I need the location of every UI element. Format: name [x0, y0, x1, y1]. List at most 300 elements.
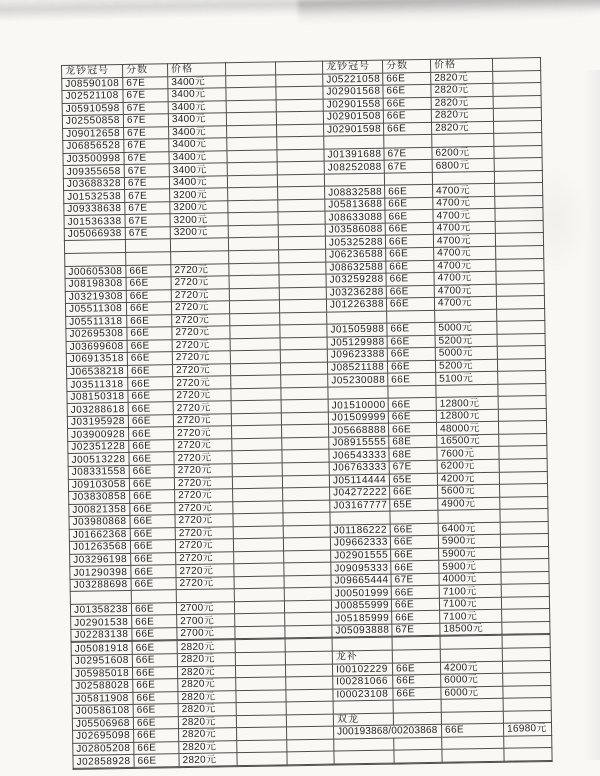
empty-cell [283, 487, 330, 500]
price-cell: 2720元 [174, 464, 232, 477]
empty-cell [134, 766, 179, 768]
score-cell: 67E [389, 460, 437, 473]
price-cell: 2720元 [172, 363, 230, 376]
serial-cell: J01226388 [326, 298, 386, 312]
serial-cell: J06763333 [329, 461, 389, 475]
empty-cell [236, 702, 286, 715]
header-price-left: 价格 [167, 63, 225, 76]
price-cell: 4700元 [434, 271, 496, 285]
empty-cell [179, 765, 237, 767]
empty-cell [495, 233, 543, 246]
empty-cell [234, 601, 284, 614]
serial-cell: J09095333 [331, 561, 391, 575]
score-cell: 66E [391, 598, 439, 611]
empty-cell [501, 546, 549, 559]
empty-cell [387, 310, 435, 323]
empty-cell [497, 358, 545, 371]
empty-cell [281, 387, 328, 400]
empty-cell [282, 425, 329, 438]
serial-cell: J05511308 [65, 303, 126, 317]
empty-cell [282, 437, 329, 450]
empty-cell [496, 296, 544, 309]
price-cell: 2820元 [431, 96, 493, 110]
empty-cell [440, 636, 502, 650]
empty-cell [280, 324, 327, 337]
empty-cell [504, 748, 552, 761]
empty-cell [500, 521, 548, 534]
empty-cell [232, 425, 282, 438]
empty-cell [501, 571, 549, 584]
score-cell: 66E [388, 423, 436, 436]
price-cell: 2720元 [171, 288, 229, 301]
score-cell: 66E [133, 691, 178, 704]
score-cell: 66E [127, 339, 172, 352]
price-cell: 2720元 [173, 376, 231, 389]
empty-cell [232, 450, 282, 463]
score-cell: 68E [389, 448, 437, 461]
score-cell: 66E [384, 122, 432, 135]
serial-cell: J03688328 [63, 177, 124, 191]
serial-cell: J03236288 [326, 286, 386, 300]
empty-cell [227, 175, 277, 188]
empty-cell [233, 500, 283, 513]
score-cell: 66E [130, 515, 175, 528]
price-cell: 2820元 [178, 703, 236, 716]
empty-cell [324, 135, 384, 149]
empty-cell [394, 737, 442, 750]
empty-cell [230, 350, 280, 363]
serial-cell: J09338638 [64, 202, 125, 216]
serial-cell: J08331558 [68, 465, 129, 479]
price-cell: 2720元 [174, 426, 232, 439]
section-label: 龙补 [332, 650, 392, 664]
empty-cell [283, 525, 330, 538]
score-cell: 66E [133, 679, 178, 692]
serial-cell: J03586088 [325, 223, 385, 237]
serial-cell: J05813688 [325, 198, 385, 212]
empty-cell [503, 698, 551, 711]
empty-cell [496, 271, 544, 284]
extra-price-cell: 16980元 [503, 723, 551, 736]
serial-cell: J02951608 [71, 654, 132, 668]
serial-cell: J02901598 [324, 123, 384, 137]
empty-cell [441, 711, 503, 725]
empty-cell [278, 224, 325, 237]
empty-cell [334, 763, 394, 765]
price-cell: 3200元 [170, 213, 228, 226]
serial-cell: J02901558 [323, 98, 383, 112]
price-cell: 3200元 [170, 201, 228, 214]
serial-cell: J05066938 [64, 227, 125, 241]
serial-cell: J02901508 [323, 110, 383, 124]
price-cell: 7100元 [439, 585, 501, 599]
empty-cell [228, 187, 278, 200]
empty-cell [500, 496, 548, 509]
serial-cell: J03219308 [65, 290, 126, 304]
empty-cell [493, 108, 541, 121]
header-serial-right: 龙钞冠号 [322, 60, 382, 74]
empty-cell [502, 609, 550, 622]
score-cell: 66E [383, 84, 431, 97]
empty-cell [228, 237, 278, 250]
empty-cell [497, 308, 545, 321]
empty-cell [498, 408, 546, 421]
score-cell: 66E [130, 527, 175, 540]
score-cell: 66E [129, 477, 174, 490]
serial-cell: J06913518 [66, 353, 127, 367]
serial-cell: I00102229 [332, 663, 392, 677]
price-cell: 2720元 [176, 576, 234, 589]
empty-cell [334, 750, 394, 764]
price-cell: 4700元 [433, 234, 495, 248]
price-cell: 2720元 [174, 476, 232, 489]
serial-cell: J05985018 [71, 667, 132, 681]
serial-cell: J05506968 [72, 717, 133, 731]
score-cell: 67E [124, 151, 169, 164]
price-cell: 4700元 [433, 184, 495, 198]
empty-cell [493, 70, 541, 83]
score-cell: 66E [127, 314, 172, 327]
empty-cell [280, 312, 327, 325]
empty-cell [126, 252, 171, 265]
empty-cell [334, 738, 394, 752]
score-cell: 66E [388, 410, 436, 423]
price-cell: 3400元 [169, 125, 227, 138]
price-cell: 2720元 [173, 401, 231, 414]
score-cell: 67E [125, 202, 170, 215]
empty-cell [284, 562, 331, 575]
empty-cell [283, 512, 330, 525]
serial-cell: J05221058 [323, 73, 383, 87]
serial-cell: J05093888 [332, 624, 392, 638]
price-cell: 7600元 [437, 447, 499, 461]
serial-cell: I00023108 [333, 688, 393, 702]
empty-cell [497, 333, 545, 346]
price-cell: 3400元 [169, 138, 227, 151]
price-cell: 6800元 [432, 159, 494, 173]
empty-cell [227, 137, 277, 150]
empty-cell [384, 135, 432, 148]
empty-cell [279, 274, 326, 287]
empty-cell [494, 170, 542, 183]
score-cell: 66E [393, 687, 441, 700]
score-cell: 66E [129, 452, 174, 465]
empty-cell [493, 95, 541, 108]
serial-cell: J06856528 [63, 140, 124, 154]
price-cell: 4700元 [433, 221, 495, 235]
score-cell: 66E [127, 327, 172, 340]
serial-cell: J03511318 [67, 378, 128, 392]
score-cell: 67E [124, 176, 169, 189]
price-cell: 4700元 [433, 196, 495, 210]
price-cell: 5000元 [435, 347, 497, 361]
score-cell: 66E [392, 662, 440, 675]
empty-cell [388, 385, 436, 398]
score-cell: 66E [127, 364, 172, 377]
empty-cell [280, 362, 327, 375]
empty-cell [226, 100, 276, 113]
serial-cell: J00605308 [65, 265, 126, 279]
empty-cell [495, 195, 543, 208]
price-cell: 2720元 [172, 351, 230, 364]
empty-cell [230, 338, 280, 351]
score-cell: 67E [123, 101, 168, 114]
empty-cell [499, 433, 547, 446]
empty-cell [229, 300, 279, 313]
score-cell: 66E [134, 729, 179, 742]
score-cell: 68E [389, 435, 437, 448]
empty-cell [276, 111, 323, 124]
price-cell: 12800元 [436, 409, 498, 423]
price-cell: 2720元 [173, 414, 231, 427]
empty-cell [278, 212, 325, 225]
price-cell: 2820元 [178, 690, 236, 703]
empty-cell [503, 710, 551, 723]
price-cell: 4700元 [434, 284, 496, 298]
score-cell: 66E [385, 235, 433, 248]
score-cell: 66E [388, 373, 436, 386]
price-cell: 2720元 [173, 389, 231, 402]
empty-cell [495, 183, 543, 196]
price-cell: 4700元 [433, 209, 495, 223]
empty-cell [324, 173, 384, 187]
empty-cell [225, 62, 275, 75]
serial-cell: J03980868 [69, 516, 130, 530]
serial-cell: J09665444 [331, 574, 391, 588]
price-cell: 2720元 [172, 313, 230, 326]
score-cell: 66E [130, 502, 175, 515]
empty-cell [229, 250, 279, 263]
empty-cell [287, 726, 334, 739]
score-cell: 67E [125, 227, 170, 240]
empty-cell [286, 676, 333, 689]
empty-cell [278, 199, 325, 212]
serial-cell: I00281066 [333, 675, 393, 689]
header-price-right: 价格 [430, 58, 492, 72]
empty-cell [499, 471, 547, 484]
empty-cell [230, 363, 280, 376]
score-cell: 66E [132, 615, 177, 628]
empty-cell [500, 484, 548, 497]
empty-cell [501, 584, 549, 597]
price-cell: 2720元 [175, 489, 233, 502]
empty-cell [285, 612, 332, 625]
empty-cell [282, 462, 329, 475]
price-cell: 4200元 [440, 661, 502, 675]
empty-cell [131, 590, 176, 603]
price-cell: 2820元 [178, 715, 236, 728]
empty-cell [235, 639, 285, 652]
price-cell: 5900元 [439, 547, 501, 561]
empty-cell [287, 739, 334, 752]
score-cell: 67E [392, 623, 440, 636]
price-cell: 5000元 [435, 321, 497, 335]
price-cell: 12800元 [436, 397, 498, 411]
empty-cell [287, 751, 334, 764]
empty-cell [233, 513, 283, 526]
serial-cell: J02901538 [71, 616, 132, 630]
empty-cell [232, 463, 282, 476]
empty-cell [234, 551, 284, 564]
empty-cell [495, 220, 543, 233]
price-cell: 2720元 [174, 451, 232, 464]
serial-cell: J02805208 [73, 742, 134, 756]
serial-cell: J09103058 [68, 478, 129, 492]
score-cell: 66E [390, 523, 438, 536]
price-cell: 3200元 [170, 188, 228, 201]
empty-cell [284, 600, 331, 613]
serial-cell: J00821358 [69, 503, 130, 517]
empty-cell [170, 238, 228, 251]
price-cell: 2720元 [171, 263, 229, 276]
score-cell: 67E [384, 147, 432, 160]
serial-cell: J08590108 [62, 77, 123, 91]
empty-cell [498, 421, 546, 434]
price-cell: 6200元 [432, 146, 494, 160]
serial-cell: J06538218 [66, 365, 127, 379]
empty-cell [281, 374, 328, 387]
empty-cell [171, 251, 229, 264]
score-cell: 66E [131, 603, 176, 616]
serial-cell: J09012658 [63, 127, 124, 141]
empty-cell [279, 249, 326, 262]
score-cell: 67E [124, 126, 169, 139]
serial-cell: J02858928 [73, 755, 134, 769]
serial-cell: J00501999 [331, 586, 391, 600]
empty-cell [499, 458, 547, 471]
empty-cell [237, 765, 287, 767]
empty-cell [285, 664, 332, 677]
price-cell: 2820元 [431, 121, 493, 135]
price-cell: 2720元 [171, 301, 229, 314]
score-cell: 66E [391, 586, 439, 599]
empty-cell [281, 412, 328, 425]
empty-cell [440, 648, 502, 662]
price-cell: 2820元 [177, 665, 235, 678]
price-cell: 3400元 [168, 75, 226, 88]
score-cell: 66E [129, 465, 174, 478]
score-cell: 66E [387, 322, 435, 335]
score-cell: 66E [133, 716, 178, 729]
score-cell: 66E [132, 666, 177, 679]
serial-cell: J02351228 [68, 440, 129, 454]
empty-cell [393, 712, 441, 725]
serial-cell: J03288618 [67, 403, 128, 417]
empty-cell [230, 313, 280, 326]
empty-cell [236, 677, 286, 690]
empty-cell [390, 510, 438, 523]
score-cell: 66E [131, 552, 176, 565]
price-cell: 18500元 [440, 622, 502, 636]
price-cell: 48000元 [436, 422, 498, 436]
price-cell: 2700元 [177, 614, 235, 627]
score-cell: 66E [391, 561, 439, 574]
empty-cell [228, 200, 278, 213]
empty-cell [70, 591, 131, 605]
score-cell: 67E [123, 89, 168, 102]
empty-cell [231, 388, 281, 401]
serial-cell: J09662333 [330, 536, 390, 550]
empty-cell [278, 186, 325, 199]
serial-cell: J03259288 [326, 273, 386, 287]
score-cell: 66E [385, 222, 433, 235]
empty-cell [504, 760, 552, 762]
empty-cell [493, 83, 541, 96]
price-cell: 2720元 [172, 338, 230, 351]
empty-cell [285, 639, 332, 652]
score-cell: 65E [390, 498, 438, 511]
price-cell: 4700元 [434, 246, 496, 260]
empty-cell [235, 664, 285, 677]
price-cell: 2720元 [175, 539, 233, 552]
price-cell: 5200元 [435, 334, 497, 348]
empty-cell [237, 752, 287, 765]
empty-cell [227, 125, 277, 138]
price-table [61, 57, 553, 770]
empty-cell [279, 299, 326, 312]
price-cell: 3400元 [168, 113, 226, 126]
price-cell: 3400元 [169, 176, 227, 189]
serial-cell: J08633088 [325, 211, 385, 225]
serial-cell: J08832588 [325, 185, 385, 199]
empty-cell [278, 237, 325, 250]
serial-cell: J02901568 [323, 85, 383, 99]
serial-cell: J01290398 [70, 566, 131, 580]
price-cell: 3400元 [169, 163, 227, 176]
price-cell: 2820元 [431, 108, 493, 122]
serial-cell: J05081918 [71, 642, 132, 656]
empty-cell [235, 652, 285, 665]
serial-cell: J01532538 [64, 190, 125, 204]
serial-cell: J08198308 [65, 277, 126, 291]
price-cell: 6200元 [437, 459, 499, 473]
empty-cell [176, 589, 234, 602]
empty-cell [497, 346, 545, 359]
empty-cell [497, 321, 545, 334]
empty-cell [328, 386, 388, 400]
empty-cell [280, 337, 327, 350]
serial-cell: J02695098 [73, 730, 134, 744]
score-cell: 66E [128, 402, 173, 415]
empty-cell [504, 735, 552, 748]
empty-cell [228, 212, 278, 225]
empty-cell [492, 58, 540, 71]
score-cell: 67E [124, 164, 169, 177]
serial-cell: J06236588 [326, 248, 386, 262]
empty-cell [277, 136, 324, 149]
empty-cell [231, 375, 281, 388]
empty-cell [499, 446, 547, 459]
price-cell: 2700元 [176, 602, 234, 615]
serial-cell: J01509999 [328, 411, 388, 425]
empty-cell [432, 171, 494, 185]
price-cell: 2720元 [174, 439, 232, 452]
score-cell: 67E [123, 76, 168, 89]
score-cell: 66E [134, 754, 179, 767]
empty-cell [332, 638, 392, 652]
empty-cell [228, 225, 278, 238]
score-cell: 66E [388, 398, 436, 411]
empty-cell [501, 596, 549, 609]
score-cell: 66E [126, 277, 171, 290]
score-cell: 66E [126, 289, 171, 302]
score-cell: 66E [385, 210, 433, 223]
empty-cell [232, 475, 282, 488]
score-cell: 67E [123, 114, 168, 127]
empty-cell [237, 740, 287, 753]
empty-cell [280, 349, 327, 362]
serial-cell: J01391688 [324, 148, 384, 162]
